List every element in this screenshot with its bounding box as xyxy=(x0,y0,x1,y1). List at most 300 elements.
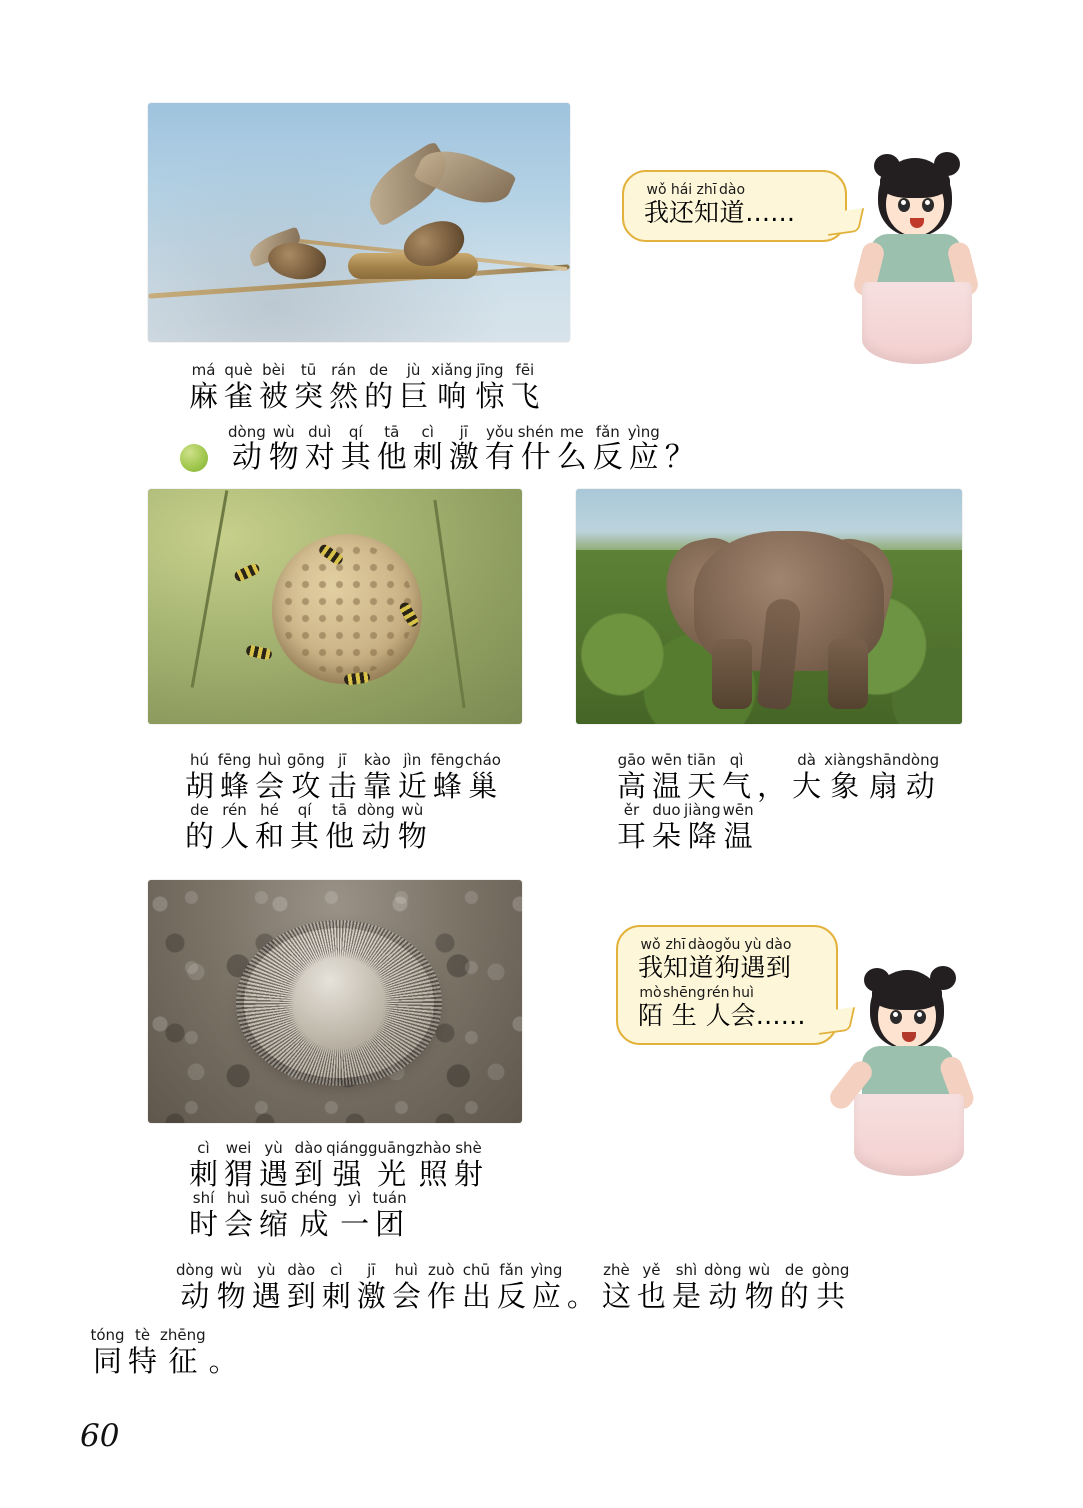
pinyin: tè xyxy=(134,1326,151,1344)
pinyin: jìn xyxy=(403,751,422,769)
ruby-unit xyxy=(649,802,684,853)
ruby-unit xyxy=(714,937,740,983)
hanzi: 降 xyxy=(687,819,717,853)
bullet-dot-icon xyxy=(180,444,208,472)
ruby-unit xyxy=(507,362,542,413)
pinyin: jù xyxy=(406,361,421,379)
ruby-unit xyxy=(291,1190,337,1241)
ruby-unit xyxy=(638,937,663,983)
hanzi: 时 xyxy=(189,1207,219,1241)
hanzi: 一 xyxy=(340,1207,370,1241)
hanzi: 会 xyxy=(224,1207,254,1241)
pinyin: shì xyxy=(675,1261,698,1279)
caption-wasp-line-1 xyxy=(182,752,501,803)
pinyin: jī xyxy=(338,751,347,769)
pinyin: huì xyxy=(257,751,282,769)
ruby-unit xyxy=(430,752,465,803)
hanzi: 蜂 xyxy=(432,769,462,803)
pinyin: hé xyxy=(260,801,279,819)
eye xyxy=(898,198,910,212)
pinyin: dào xyxy=(287,1261,316,1279)
hanzi: 激 xyxy=(448,440,479,475)
pinyin: bèi xyxy=(262,361,285,379)
pinyin: huì xyxy=(732,985,754,1001)
hair-fringe xyxy=(872,976,942,1010)
hanzi: 对 xyxy=(304,440,335,475)
hanzi: 会 xyxy=(391,1279,421,1313)
hanzi: 射 xyxy=(453,1157,483,1191)
pinyin: zhī xyxy=(665,937,686,953)
ruby-unit xyxy=(361,362,396,413)
hanzi: 陌 xyxy=(638,1001,664,1030)
hanzi: 有 xyxy=(484,440,515,475)
ruby-unit xyxy=(249,1262,284,1313)
hanzi: …… xyxy=(755,1001,806,1030)
pinyin: shén xyxy=(517,423,554,441)
hanzi: 还 xyxy=(669,198,695,227)
hanzi: 象 xyxy=(830,769,860,803)
ruby-unit xyxy=(372,1190,407,1241)
ruby-unit xyxy=(451,1140,486,1191)
ruby-unit xyxy=(554,424,590,475)
ruby-unit xyxy=(472,362,507,413)
hanzi: 其 xyxy=(340,440,371,475)
hanzi: 狗 xyxy=(714,953,740,982)
hanzi: 猬 xyxy=(224,1157,254,1191)
pinyin: jīng xyxy=(476,361,504,379)
ruby-unit xyxy=(291,362,326,413)
ruby-unit xyxy=(812,1262,850,1313)
pinyin: gòng xyxy=(811,1261,850,1279)
hanzi: 作 xyxy=(426,1279,456,1313)
ruby-unit xyxy=(354,1262,389,1313)
pinyin: zhè xyxy=(603,1261,630,1279)
hanzi: 和 xyxy=(255,819,285,853)
hanzi: 蜂 xyxy=(220,769,250,803)
pinyin: fǎn xyxy=(499,1261,524,1279)
ruby-unit xyxy=(221,1190,256,1241)
ruby-unit xyxy=(634,1262,669,1313)
ruby-unit xyxy=(688,937,714,983)
hanzi: 大 xyxy=(792,769,822,803)
pinyin: yì xyxy=(348,1189,362,1207)
wasp-nest-photo xyxy=(148,489,522,724)
pinyin: yǒu xyxy=(485,423,514,441)
hanzi: 成 xyxy=(299,1207,329,1241)
ruby-unit xyxy=(221,362,256,413)
ruby-unit xyxy=(626,424,662,475)
pinyin: wēn xyxy=(722,801,754,819)
ruby-unit xyxy=(756,985,806,1031)
hanzi: 巨 xyxy=(399,379,429,413)
hanzi: 他 xyxy=(376,440,407,475)
hanzi: 近 xyxy=(397,769,427,803)
hanzi: 遇 xyxy=(251,1279,281,1313)
hanzi: 物 xyxy=(744,1279,774,1313)
ruby-unit xyxy=(482,424,518,475)
hanzi: 到 xyxy=(286,1279,316,1313)
bubble-tail xyxy=(828,208,865,236)
ruby-unit xyxy=(599,1262,634,1313)
pinyin xyxy=(778,985,782,1001)
hanzi: 强 xyxy=(332,1157,362,1191)
ruby-unit xyxy=(256,362,291,413)
pinyin: shí xyxy=(192,1189,215,1207)
ruby-unit xyxy=(217,752,252,803)
pinyin: guāng xyxy=(367,1139,416,1157)
pinyin: zhēng xyxy=(160,1326,206,1344)
pinyin: yìng xyxy=(530,1261,563,1279)
hanzi: 团 xyxy=(375,1207,405,1241)
ruby-unit xyxy=(518,424,554,475)
ruby-unit xyxy=(564,1262,599,1313)
pinyin: zuò xyxy=(428,1261,455,1279)
ruby-unit xyxy=(186,1190,221,1241)
ruby-unit xyxy=(684,802,721,853)
hanzi: 同 xyxy=(93,1344,123,1378)
skirt xyxy=(854,1094,964,1176)
stem-decoration xyxy=(433,500,465,708)
hanzi: 动 xyxy=(708,1279,738,1313)
hanzi: 的 xyxy=(185,819,215,853)
hanzi: 激 xyxy=(356,1279,386,1313)
ruby-unit xyxy=(319,1262,354,1313)
hanzi: 其 xyxy=(290,819,320,853)
hanzi: 扇 xyxy=(868,769,898,803)
ruby-unit xyxy=(360,752,395,803)
hanzi: 动 xyxy=(361,819,391,853)
ruby-unit xyxy=(252,802,287,853)
pinyin: yě xyxy=(642,1261,661,1279)
hanzi: 是 xyxy=(671,1279,701,1313)
pinyin: zhào xyxy=(415,1139,451,1157)
pinyin: yìng xyxy=(627,423,660,441)
hanzi: 人 xyxy=(705,1001,731,1030)
ruby-unit xyxy=(754,752,789,803)
ruby-unit xyxy=(706,985,731,1031)
ruby-unit xyxy=(663,985,706,1031)
hanzi: 突 xyxy=(294,379,324,413)
ruby-unit xyxy=(765,937,791,983)
ruby-unit xyxy=(638,985,663,1031)
pinyin: huì xyxy=(226,1189,251,1207)
pinyin: suō xyxy=(260,1189,287,1207)
ruby-unit xyxy=(684,752,719,803)
caption-elephant-line-2 xyxy=(614,802,756,853)
hanzi: 刺 xyxy=(321,1279,351,1313)
hanzi: 遇 xyxy=(259,1157,289,1191)
hanzi: 耳 xyxy=(617,819,647,853)
pinyin: má xyxy=(191,361,216,379)
caption-wasp-line-2 xyxy=(182,802,430,853)
pinyin: tiān xyxy=(687,751,716,769)
hanzi: 到 xyxy=(294,1157,324,1191)
ruby-unit xyxy=(721,802,756,853)
hanzi: 响 xyxy=(437,379,467,413)
ruby-unit xyxy=(368,1140,415,1191)
pinyin: kào xyxy=(363,751,391,769)
pinyin: wǒ xyxy=(646,182,667,198)
pinyin: fēng xyxy=(430,751,465,769)
pinyin: gāo xyxy=(617,751,646,769)
hanzi: 缩 xyxy=(259,1207,289,1241)
ruby-unit xyxy=(217,802,252,853)
eye xyxy=(890,1010,902,1024)
pinyin: dào xyxy=(294,1139,323,1157)
pinyin: shān xyxy=(865,751,902,769)
pinyin xyxy=(768,182,772,198)
hanzi: 高 xyxy=(617,769,647,803)
hanzi: 靠 xyxy=(362,769,392,803)
ruby-unit xyxy=(90,1327,125,1378)
pinyin: tóng xyxy=(90,1326,125,1344)
wasp xyxy=(233,562,261,583)
ruby-unit xyxy=(182,802,217,853)
caption-hedgehog-line-1 xyxy=(186,1140,486,1191)
hanzi: 刺 xyxy=(189,1157,219,1191)
ruby-unit xyxy=(186,1140,221,1191)
hanzi: 什 xyxy=(520,440,551,475)
pinyin: de xyxy=(369,361,388,379)
hanzi: 气 xyxy=(722,769,752,803)
pinyin: cì xyxy=(330,1261,343,1279)
hanzi: 征 xyxy=(168,1344,198,1378)
elephant-leg xyxy=(712,639,752,709)
hanzi: 动 xyxy=(180,1279,210,1313)
bubble-line xyxy=(638,937,816,983)
pinyin: chéng xyxy=(291,1189,338,1207)
pinyin: xiǎng xyxy=(431,361,473,379)
girl-character-top xyxy=(860,150,975,370)
pinyin: wù xyxy=(220,1261,243,1279)
ruby-unit xyxy=(431,362,472,413)
hanzi: 也 xyxy=(636,1279,666,1313)
ruby-unit xyxy=(182,752,217,803)
wasp xyxy=(245,644,273,660)
nest-cells xyxy=(280,542,414,676)
hanzi: 的 xyxy=(779,1279,809,1313)
hanzi: 惊 xyxy=(475,379,505,413)
pinyin: rán xyxy=(331,361,356,379)
pinyin: hái xyxy=(670,182,693,198)
ruby-unit xyxy=(465,752,501,803)
caption-elephant-line-1 xyxy=(614,752,939,803)
hanzi: 击 xyxy=(327,769,357,803)
elephant-photo xyxy=(576,489,962,724)
ruby-unit xyxy=(662,424,698,475)
hanzi: 出 xyxy=(461,1279,491,1313)
ruby-unit xyxy=(287,802,322,853)
question-heading xyxy=(228,424,698,475)
ruby-unit xyxy=(228,424,266,475)
pinyin: gǒu xyxy=(714,937,741,953)
ruby-unit xyxy=(704,1262,742,1313)
hanzi: 飞 xyxy=(510,379,540,413)
ruby-unit xyxy=(374,424,410,475)
sparrow-bird xyxy=(266,239,328,283)
ruby-unit xyxy=(395,802,430,853)
hanzi: 的 xyxy=(364,379,394,413)
hanzi: 应 xyxy=(628,440,659,475)
ruby-unit xyxy=(614,802,649,853)
hanzi: 特 xyxy=(128,1344,158,1378)
pinyin: jī xyxy=(459,423,468,441)
wasp xyxy=(343,671,370,686)
pinyin: de xyxy=(190,801,209,819)
ruby-unit xyxy=(395,752,430,803)
ruby-unit xyxy=(742,1262,777,1313)
ruby-unit xyxy=(389,1262,424,1313)
hanzi: 到 xyxy=(765,953,791,982)
ruby-unit xyxy=(901,752,939,803)
ruby-unit xyxy=(415,1140,451,1191)
hanzi: 雀 xyxy=(224,379,254,413)
pinyin: fēi xyxy=(515,361,535,379)
ruby-unit xyxy=(287,752,325,803)
pinyin: qí xyxy=(297,801,312,819)
bubble-line xyxy=(644,182,825,228)
ruby-unit xyxy=(494,1262,529,1313)
hedgehog-spines xyxy=(236,920,442,1086)
ruby-unit xyxy=(291,1140,326,1191)
hanzi: 巢 xyxy=(468,769,498,803)
pinyin: tuán xyxy=(372,1189,407,1207)
pinyin: cháo xyxy=(464,751,501,769)
ruby-unit xyxy=(396,362,431,413)
eye xyxy=(914,1010,926,1024)
pinyin: wù xyxy=(748,1261,771,1279)
ruby-unit xyxy=(614,752,649,803)
pinyin: jī xyxy=(367,1261,376,1279)
pinyin: zhī xyxy=(696,182,717,198)
hanzi: 遇 xyxy=(740,953,766,982)
hanzi: 被 xyxy=(259,379,289,413)
hanzi: 天 xyxy=(687,769,717,803)
ruby-unit xyxy=(529,1262,564,1313)
hanzi: 动 xyxy=(231,440,262,475)
ruby-unit xyxy=(663,937,688,983)
pinyin: cì xyxy=(421,423,434,441)
ruby-unit xyxy=(338,424,374,475)
page-number: 60 xyxy=(80,1418,120,1454)
ruby-unit xyxy=(206,1327,241,1378)
pinyin: dòng xyxy=(176,1261,214,1279)
hanzi: 光 xyxy=(377,1157,407,1191)
hanzi: 反 xyxy=(592,440,623,475)
pinyin: wei xyxy=(225,1139,252,1157)
pinyin: de xyxy=(784,1261,804,1279)
pinyin: jiàng xyxy=(684,801,721,819)
ruby-unit xyxy=(719,752,754,803)
pinyin: yù xyxy=(744,937,762,953)
ruby-unit xyxy=(824,752,865,803)
ruby-unit xyxy=(256,1140,291,1191)
speech-bubble-dog-meets-stranger xyxy=(616,925,838,1045)
pinyin: shēng xyxy=(663,985,706,1001)
pinyin: rén xyxy=(706,985,730,1001)
ruby-unit xyxy=(160,1327,206,1378)
hanzi: 物 xyxy=(397,819,427,853)
hanzi: 。 xyxy=(566,1279,596,1313)
ruby-unit xyxy=(446,424,482,475)
ruby-unit xyxy=(719,182,745,228)
hanzi: 朵 xyxy=(652,819,682,853)
hanzi: 然 xyxy=(329,379,359,413)
hanzi: 物 xyxy=(268,440,299,475)
hanzi: 动 xyxy=(905,769,935,803)
ruby-unit xyxy=(410,424,446,475)
hanzi: 会 xyxy=(730,1001,756,1030)
pinyin xyxy=(221,1327,226,1344)
elephant-leg xyxy=(828,639,868,709)
pinyin: dòng xyxy=(357,801,395,819)
bubble-tail xyxy=(819,1007,856,1035)
hanzi: 道 xyxy=(688,953,714,982)
pinyin: tā xyxy=(332,801,348,819)
pinyin xyxy=(579,1262,584,1279)
pinyin: yù xyxy=(257,1261,276,1279)
ruby-unit xyxy=(644,182,669,228)
ruby-unit xyxy=(865,752,901,803)
hanzi: 知 xyxy=(663,953,689,982)
hanzi: 么 xyxy=(556,440,587,475)
hanzi: 生 xyxy=(671,1001,697,1030)
ruby-unit xyxy=(284,1262,319,1313)
ruby-unit xyxy=(694,182,719,228)
pinyin: chū xyxy=(462,1261,490,1279)
pinyin: rén xyxy=(222,801,247,819)
pinyin: shè xyxy=(455,1139,482,1157)
pinyin: wēn xyxy=(651,751,683,769)
ruby-unit xyxy=(459,1262,494,1313)
hanzi: 反 xyxy=(496,1279,526,1313)
hanzi: 物 xyxy=(216,1279,246,1313)
ruby-unit xyxy=(125,1327,160,1378)
bubble-line xyxy=(638,985,816,1031)
pinyin: duì xyxy=(308,423,332,441)
pinyin: dòng xyxy=(901,751,940,769)
hanzi: 。 xyxy=(208,1344,238,1378)
stem-decoration xyxy=(191,490,229,687)
conclusion-line-1 xyxy=(176,1262,849,1313)
ruby-unit xyxy=(357,802,395,853)
ruby-unit xyxy=(326,1140,368,1191)
ruby-unit xyxy=(326,362,361,413)
conclusion-line-2 xyxy=(90,1327,241,1378)
pinyin xyxy=(677,424,682,441)
pinyin: dào xyxy=(765,937,792,953)
hanzi: 胡 xyxy=(185,769,215,803)
pinyin: dòng xyxy=(228,423,266,441)
pinyin: ěr xyxy=(623,801,640,819)
caption-hedgehog-line-2 xyxy=(186,1190,407,1241)
hanzi: ？ xyxy=(664,440,695,475)
pinyin: tū xyxy=(300,361,317,379)
pinyin: gōng xyxy=(287,751,325,769)
pinyin: yù xyxy=(264,1139,283,1157)
pinyin: mò xyxy=(639,985,662,1001)
hanzi: 道 xyxy=(719,198,745,227)
ruby-unit xyxy=(669,1262,704,1313)
hanzi: 我 xyxy=(644,198,670,227)
ruby-unit xyxy=(731,985,756,1031)
pinyin: wù xyxy=(272,423,295,441)
hanzi: 共 xyxy=(816,1279,846,1313)
ruby-unit xyxy=(322,802,357,853)
ruby-unit xyxy=(266,424,302,475)
pinyin: dào xyxy=(719,182,746,198)
ruby-unit xyxy=(590,424,626,475)
